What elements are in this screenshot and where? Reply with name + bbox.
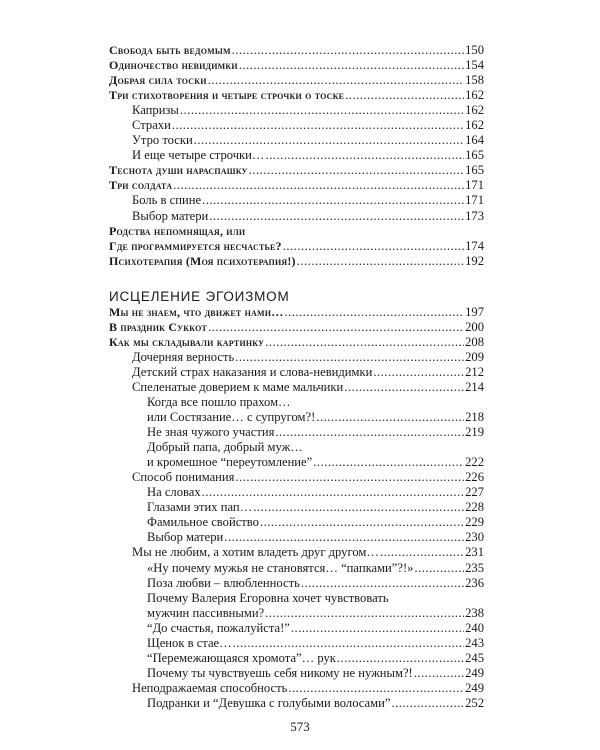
toc-entry bbox=[109, 224, 484, 239]
toc-entry-title: “До счастья, пожалуйста!” bbox=[147, 620, 290, 635]
toc-entry bbox=[109, 163, 484, 178]
toc-entry-page: 197 bbox=[465, 304, 484, 319]
dot-leader bbox=[208, 320, 464, 335]
toc-entry bbox=[109, 73, 484, 88]
dot-leader bbox=[265, 335, 464, 350]
toc-entry-title: В праздник Суккот bbox=[109, 319, 208, 334]
toc-entry-title: или Состязание… с супругом?! bbox=[147, 410, 316, 425]
toc-entry-page: 238 bbox=[465, 605, 484, 620]
dot-leader bbox=[235, 470, 464, 485]
toc-entry bbox=[109, 410, 484, 425]
toc-entry-page: 162 bbox=[465, 118, 484, 133]
dot-leader bbox=[301, 576, 464, 591]
toc-entry-page: 209 bbox=[465, 349, 484, 364]
dot-leader bbox=[414, 666, 464, 681]
toc-entry-title: Щенок в стае… bbox=[147, 635, 232, 650]
dot-leader bbox=[232, 43, 464, 58]
dot-leader bbox=[224, 530, 464, 545]
toc-entry bbox=[109, 455, 484, 470]
toc-entry bbox=[109, 350, 484, 365]
toc-entry-page: 150 bbox=[465, 43, 484, 57]
toc-entry-page: 162 bbox=[465, 88, 484, 103]
section-title: ИСЦЕЛЕНИЕ ЭГОИЗМОМ bbox=[109, 288, 290, 304]
toc-entry-title: Спеленатые доверием к маме мальчики bbox=[132, 379, 344, 394]
dot-leader bbox=[283, 239, 464, 254]
toc-entry-page: 228 bbox=[465, 500, 484, 515]
dot-leader bbox=[313, 455, 464, 470]
dot-leader bbox=[260, 515, 464, 530]
dot-leader bbox=[345, 88, 464, 103]
toc-entry-page: 229 bbox=[465, 515, 484, 530]
toc-entry-title: Боль в спине bbox=[132, 193, 202, 208]
toc-entry-page: 230 bbox=[465, 530, 484, 545]
toc-entry-title: “Перемежающаяся хромота”… рук bbox=[147, 650, 336, 665]
dot-leader bbox=[266, 148, 465, 163]
toc-entry-page: 154 bbox=[465, 58, 484, 73]
toc-entry bbox=[109, 561, 484, 576]
toc-entry-title: Капризы bbox=[132, 103, 179, 118]
dot-leader bbox=[249, 163, 464, 178]
toc-entry-title: Способ понимания bbox=[132, 470, 235, 485]
toc-entry-title: Как мы складывали картинку bbox=[109, 334, 265, 349]
toc-top-list bbox=[109, 43, 484, 269]
toc-entry-title: Почему ты чувствуешь себя никому не нужным?! bbox=[147, 665, 413, 680]
toc-entry bbox=[109, 335, 484, 350]
toc-entry-page: 222 bbox=[465, 455, 484, 470]
dot-leader bbox=[194, 133, 464, 148]
toc-entry-title: Почему Валерия Егоровна хочет чувствовать bbox=[147, 590, 389, 605]
toc-entry bbox=[109, 485, 484, 500]
dot-leader bbox=[288, 681, 464, 696]
toc-entry-title: Мы не знаем, что движет нами… bbox=[109, 304, 284, 319]
toc-entry bbox=[109, 696, 484, 711]
toc-entry bbox=[109, 239, 484, 254]
dot-leader bbox=[253, 500, 464, 515]
dot-leader bbox=[173, 178, 464, 193]
toc-entry-page: 240 bbox=[465, 620, 484, 635]
toc-entry-title: Родства непомнящая, или bbox=[109, 223, 246, 238]
toc-entry-page: 236 bbox=[465, 575, 484, 590]
toc-entry-title: Мы не любим, а хотим владеть друг другом… bbox=[132, 545, 379, 560]
toc-entry-title: Детский страх наказания и слова-невидимки bbox=[132, 364, 373, 379]
toc-entry-page: 235 bbox=[465, 560, 484, 575]
dot-leader bbox=[235, 350, 464, 365]
dot-leader bbox=[202, 193, 464, 208]
toc-entry-title: И еще четыре строчки… bbox=[132, 148, 265, 163]
dot-leader bbox=[291, 621, 464, 636]
dot-leader bbox=[239, 58, 464, 73]
toc-entry-title: На словах bbox=[147, 485, 201, 500]
toc-entry-title: Три стихотворения и четыре строчки о тоске bbox=[109, 88, 345, 103]
toc-entry-page: 164 bbox=[465, 133, 484, 148]
dot-leader bbox=[172, 118, 464, 133]
section-gap bbox=[109, 269, 484, 288]
dot-leader bbox=[233, 636, 464, 651]
toc-entry-title: и кромешное “переутомление” bbox=[147, 455, 313, 470]
dot-leader bbox=[209, 209, 464, 224]
toc-entry-title: Подранки и “Девушка с голубыми волосами” bbox=[147, 695, 391, 710]
toc-entry-title: Где программируется несчастье? bbox=[109, 238, 282, 253]
toc-entry-title: Утро тоски bbox=[132, 133, 193, 148]
toc-entry-page: 162 bbox=[465, 103, 484, 118]
toc-entry bbox=[109, 320, 484, 335]
toc-entry-page: 165 bbox=[465, 163, 484, 178]
toc-entry-page: 226 bbox=[465, 470, 484, 485]
toc-entry-page: 212 bbox=[465, 364, 484, 379]
dot-leader bbox=[344, 380, 464, 395]
toc-entry bbox=[109, 178, 484, 193]
toc-entry bbox=[109, 103, 484, 118]
toc-entry-page: 249 bbox=[465, 665, 484, 680]
dot-leader bbox=[316, 410, 464, 425]
page-number: 573 bbox=[290, 719, 310, 734]
dot-leader bbox=[180, 103, 464, 118]
toc-entry bbox=[109, 500, 484, 515]
toc-entry bbox=[109, 621, 484, 636]
toc-section-list bbox=[109, 305, 484, 711]
toc-entry bbox=[109, 133, 484, 148]
dot-leader bbox=[373, 365, 464, 380]
toc-entry bbox=[109, 666, 484, 681]
toc-entry-title: Добрый папа, добрый муж… bbox=[147, 440, 303, 455]
toc-entry-page: 227 bbox=[465, 485, 484, 500]
dot-leader bbox=[391, 696, 464, 711]
toc-entry-page: 165 bbox=[465, 148, 484, 163]
toc-entry-page: 218 bbox=[465, 410, 484, 425]
toc-entry-title: мужчин пассивными? bbox=[147, 605, 265, 620]
toc-entry bbox=[109, 515, 484, 530]
toc-entry bbox=[109, 209, 484, 224]
toc-entry-title: Три солдата bbox=[109, 178, 173, 193]
toc-entry-page: 158 bbox=[465, 73, 484, 88]
toc-entry bbox=[109, 88, 484, 103]
dot-leader bbox=[337, 651, 464, 666]
toc-entry-page: 249 bbox=[465, 680, 484, 695]
dot-leader bbox=[275, 425, 464, 440]
toc-entry-title: Страхи bbox=[132, 118, 171, 133]
toc-entry bbox=[109, 636, 484, 651]
dot-leader bbox=[284, 305, 464, 320]
toc-entry bbox=[109, 530, 484, 545]
toc-entry-title: Дочерняя верность bbox=[132, 349, 235, 364]
table-of-contents bbox=[109, 43, 484, 711]
toc-entry bbox=[109, 58, 484, 73]
toc-entry bbox=[109, 148, 484, 163]
toc-entry bbox=[109, 606, 484, 621]
toc-entry-title: Неподражаемая способность bbox=[132, 680, 288, 695]
toc-entry bbox=[109, 651, 484, 666]
dot-leader bbox=[414, 561, 464, 576]
toc-entry bbox=[109, 193, 484, 208]
dot-leader bbox=[202, 485, 464, 500]
toc-entry-title: Теснота души нараспашку bbox=[109, 163, 248, 178]
toc-entry bbox=[109, 305, 484, 320]
toc-entry bbox=[109, 576, 484, 591]
toc-entry-page: 252 bbox=[465, 695, 484, 710]
toc-entry bbox=[109, 118, 484, 133]
toc-entry bbox=[109, 545, 484, 560]
toc-entry-page: 208 bbox=[465, 334, 484, 349]
toc-entry bbox=[109, 254, 484, 269]
toc-entry bbox=[109, 425, 484, 440]
toc-entry bbox=[109, 43, 484, 58]
dot-leader bbox=[380, 545, 464, 560]
toc-entry-page: 219 bbox=[465, 425, 484, 440]
toc-entry-page: 173 bbox=[465, 208, 484, 223]
toc-entry bbox=[109, 440, 484, 455]
toc-entry bbox=[109, 470, 484, 485]
toc-entry-page: 243 bbox=[465, 635, 484, 650]
toc-entry-page: 192 bbox=[465, 253, 484, 268]
toc-entry-title: Свобода быть ведомым bbox=[109, 43, 231, 57]
toc-entry-title: Поза любви – влюбленность bbox=[147, 575, 300, 590]
toc-entry-page: 245 bbox=[465, 650, 484, 665]
toc-entry bbox=[109, 380, 484, 395]
toc-entry-title: Не зная чужого участия bbox=[147, 425, 275, 440]
dot-leader bbox=[265, 606, 464, 621]
toc-entry bbox=[109, 365, 484, 380]
toc-entry-title: Одиночество невидимки bbox=[109, 58, 238, 73]
toc-entry-title: «Ну почему мужья не становятся… “папками”?!» bbox=[147, 560, 414, 575]
toc-entry-page: 174 bbox=[465, 238, 484, 253]
toc-entry-title: Фамильное свойство bbox=[147, 515, 259, 530]
toc-entry-page: 171 bbox=[465, 193, 484, 208]
toc-entry-title: Выбор матери bbox=[132, 208, 209, 223]
toc-entry-page: 214 bbox=[465, 379, 484, 394]
toc-entry-title: Глазами этих пап… bbox=[147, 500, 253, 515]
toc-entry-page: 171 bbox=[465, 178, 484, 193]
dot-leader bbox=[297, 254, 464, 269]
dot-leader bbox=[208, 73, 464, 88]
toc-entry bbox=[109, 395, 484, 410]
toc-entry-title: Психотерапия (Моя психотерапия!) bbox=[109, 253, 296, 268]
toc-entry-page: 231 bbox=[465, 545, 484, 560]
toc-entry-title: Выбор матери bbox=[147, 530, 224, 545]
toc-entry-title: Когда все пошло прахом… bbox=[147, 394, 291, 409]
toc-entry-title: Добрая сила тоски bbox=[109, 73, 207, 88]
toc-entry bbox=[109, 681, 484, 696]
toc-entry-page: 200 bbox=[465, 319, 484, 334]
toc-entry bbox=[109, 591, 484, 606]
